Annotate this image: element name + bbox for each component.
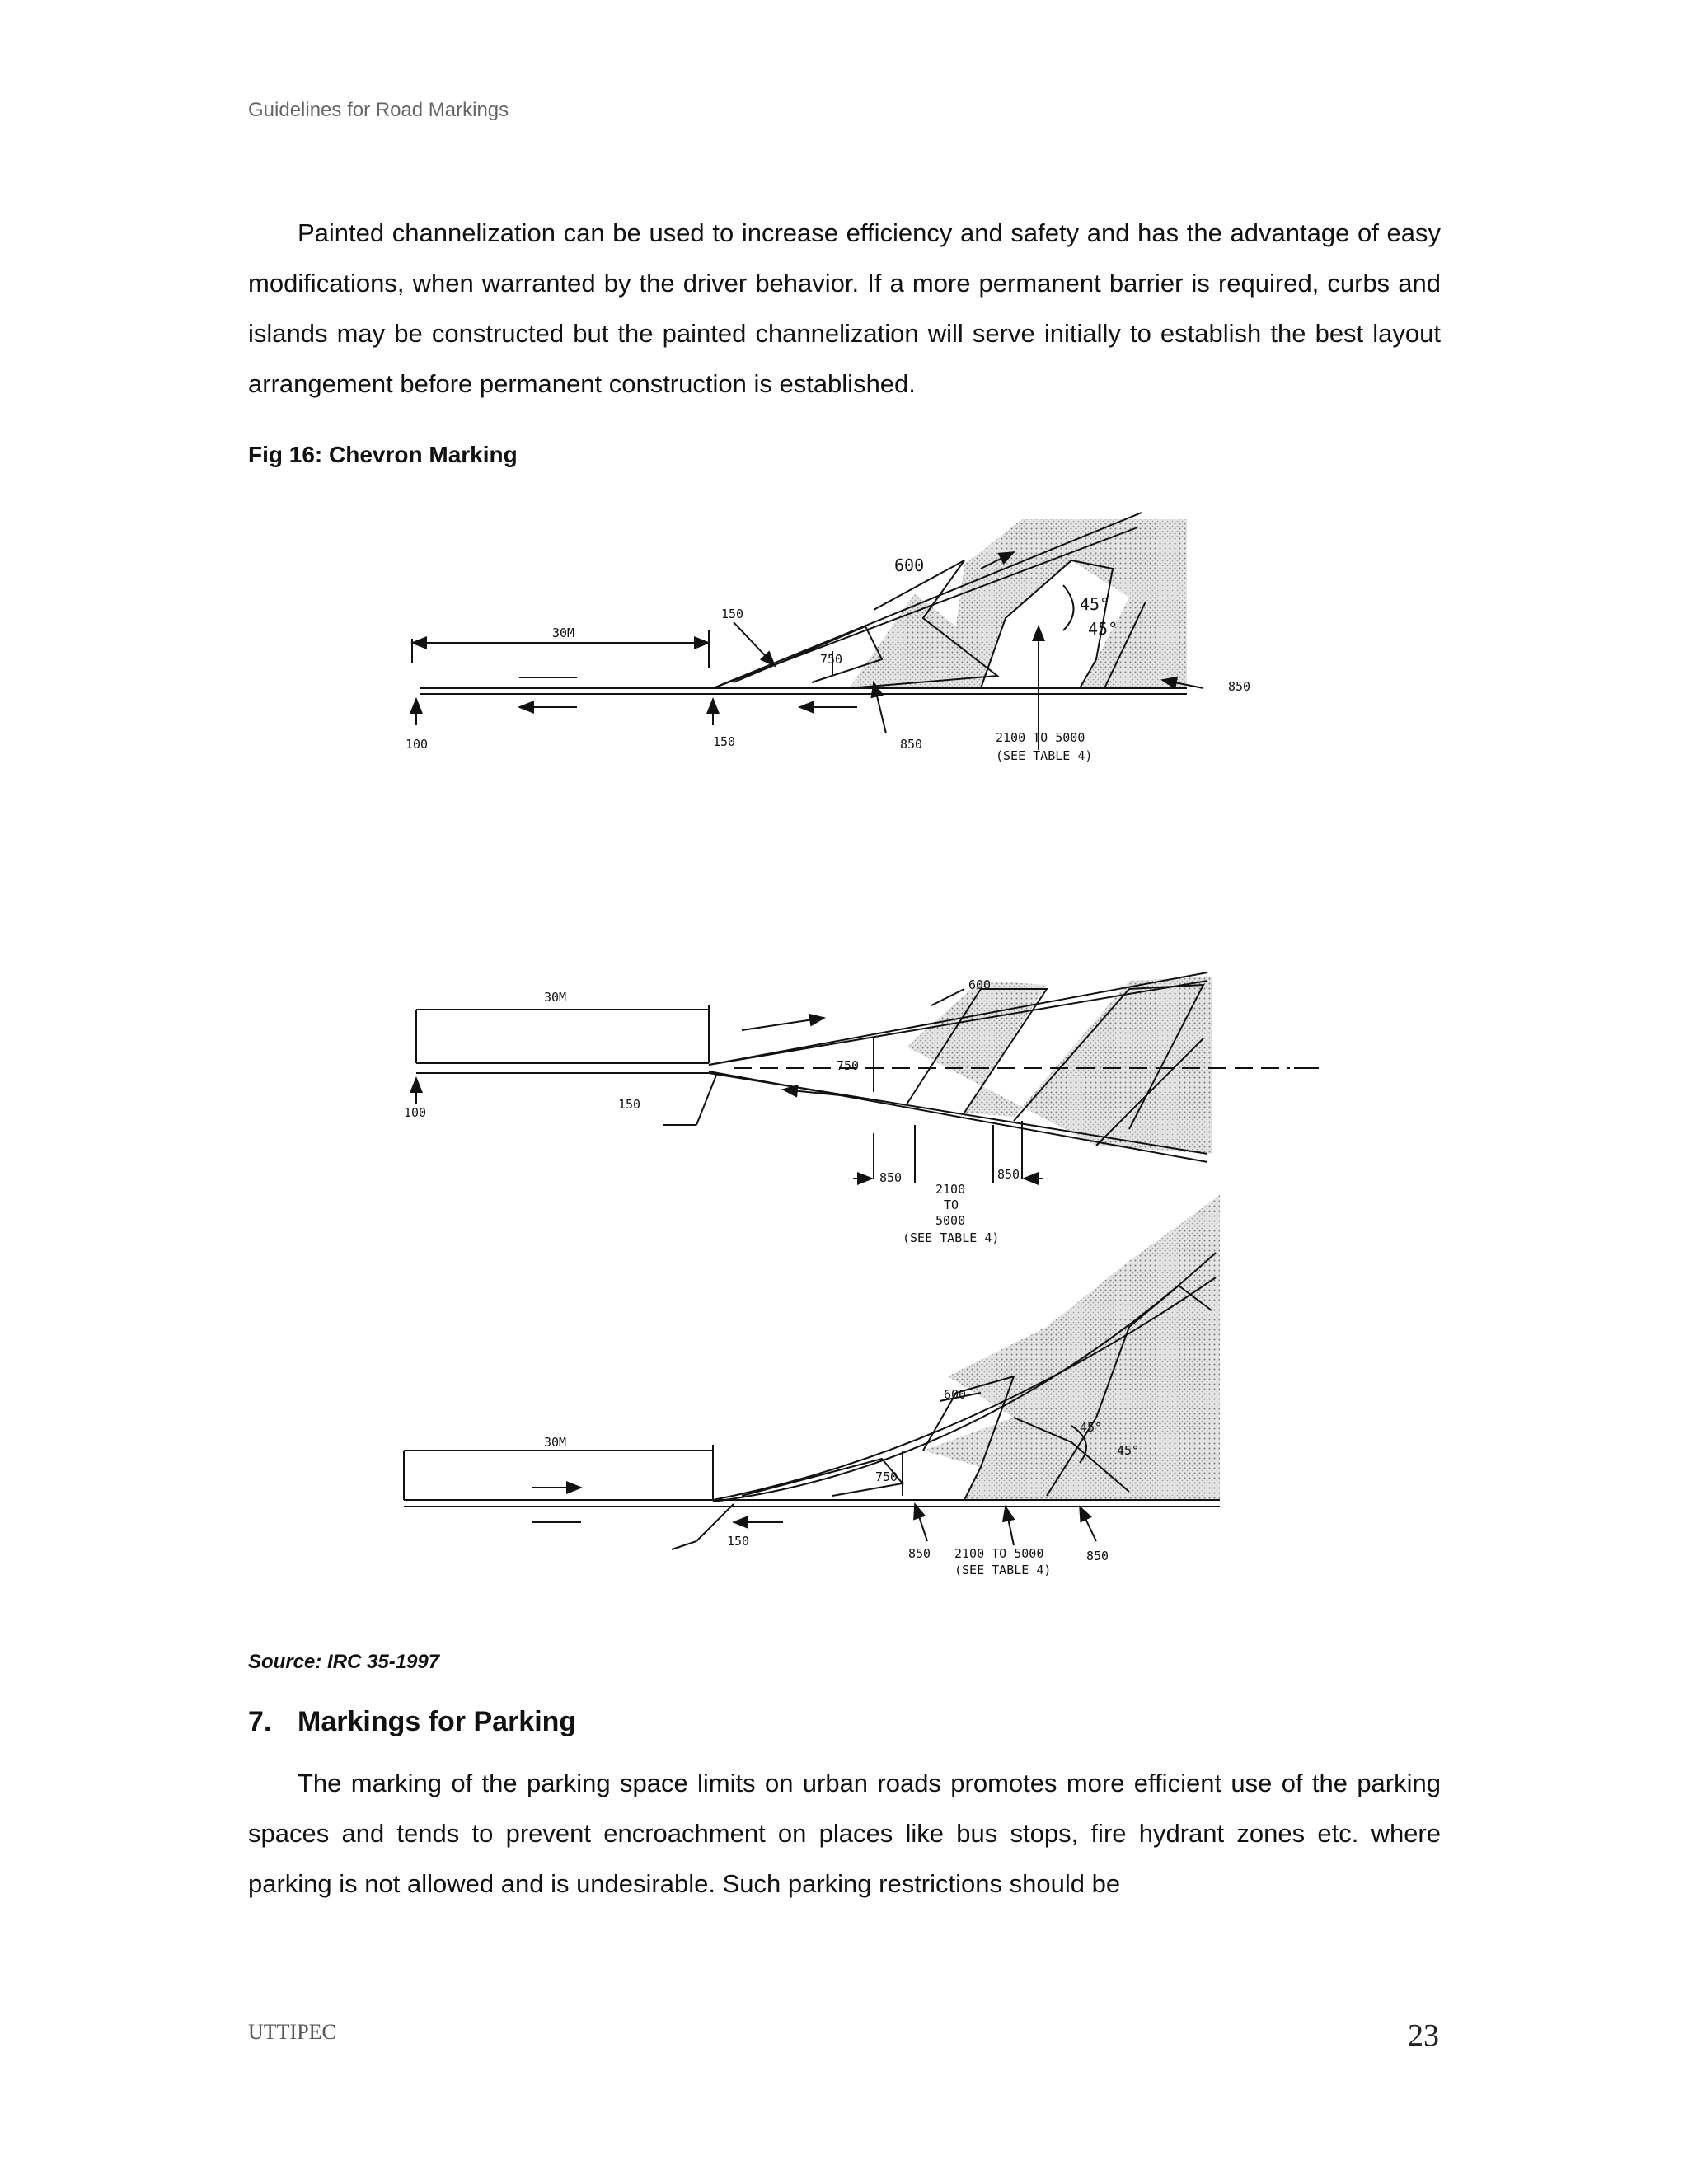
d2-line-width-label: 100 — [404, 1105, 427, 1120]
d3-width-label: 750 — [875, 1469, 898, 1484]
d3-top-width-label: 600 — [944, 1387, 967, 1402]
d2-spacing-ref: (SEE TABLE 4) — [903, 1230, 1000, 1245]
hatched-area-2 — [907, 977, 1212, 1154]
d1-length-label: 30M — [552, 626, 575, 640]
d1-edge-gap-label: 850 — [1228, 679, 1251, 694]
d2-top-width-label: 600 — [968, 977, 992, 992]
d1-spacing-ref: (SEE TABLE 4) — [996, 748, 1093, 763]
section-heading — [248, 1706, 576, 1738]
diagram-1 — [412, 513, 1203, 750]
page-number: 23 — [1408, 2018, 1439, 2053]
diagram-3 — [404, 1195, 1220, 1549]
d3-spacing-label: 2100 TO 5000 — [954, 1546, 1044, 1561]
d3-angle-2: 45° — [1117, 1443, 1140, 1458]
d2-spacing-2: TO — [944, 1197, 959, 1212]
parking-paragraph: The marking of the parking space limits on urban roads promotes more efficient use of the parking spaces and tends to prevent encroachment on places like bus stops, fire hydrant zones etc. where parking is not allowed and is undesirable. Such parking restrictions should be — [248, 1769, 1441, 1898]
d3-angle-1: 45° — [1080, 1420, 1103, 1435]
d1-angle-1: 45° — [1080, 594, 1110, 614]
d2-spacing-3: 5000 — [935, 1213, 966, 1228]
d1-angle-2: 45° — [1088, 619, 1118, 639]
figure-caption: Fig 16: Chevron Marking — [248, 442, 518, 467]
d2-length-label: 30M — [544, 990, 567, 1005]
d1-spacing-label: 2100 TO 5000 — [996, 730, 1085, 745]
d3-length-label: 30M — [544, 1435, 567, 1450]
figure-source: Source: IRC 35-1997 — [248, 1651, 440, 1673]
chevron-marking-figure — [387, 503, 1319, 1607]
d1-line-width-label: 100 — [406, 737, 429, 752]
section-title: Markings for Parking — [298, 1706, 577, 1737]
d3-gap-left-label: 850 — [908, 1546, 931, 1561]
d1-top-width-label: 600 — [894, 555, 925, 575]
d3-spacing-ref: (SEE TABLE 4) — [954, 1563, 1052, 1577]
footer-organization: UTTIPEC — [248, 2020, 336, 2044]
hatched-area-1 — [849, 519, 1187, 688]
d2-spacing-1: 2100 — [935, 1182, 966, 1197]
d3-taper-label: 150 — [727, 1534, 750, 1549]
intro-paragraph: Painted channelization can be used to increase efficiency and safety and has the advantage of easy modifications, when warranted by the driver behavior. If a more permanent barrier is required, curbs and islands may be constructed but the painted channelization will serve initially to establish the best layout arrangement before permanent construction is established. — [248, 218, 1441, 398]
d1-width-label: 750 — [820, 652, 843, 667]
d3-gap-right-label: 850 — [1086, 1549, 1109, 1563]
d2-width-label: 750 — [837, 1058, 860, 1073]
running-header: Guidelines for Road Markings — [248, 99, 509, 121]
d1-taper-label: 150 — [721, 607, 744, 621]
d2-taper-label: 150 — [618, 1097, 641, 1112]
section-number: 7. — [248, 1706, 272, 1737]
d2-gap-left-label: 850 — [879, 1170, 903, 1185]
d1-start-width-label: 150 — [713, 734, 736, 749]
d1-gap-label: 850 — [900, 737, 923, 752]
d2-gap-right-label: 850 — [997, 1167, 1020, 1182]
